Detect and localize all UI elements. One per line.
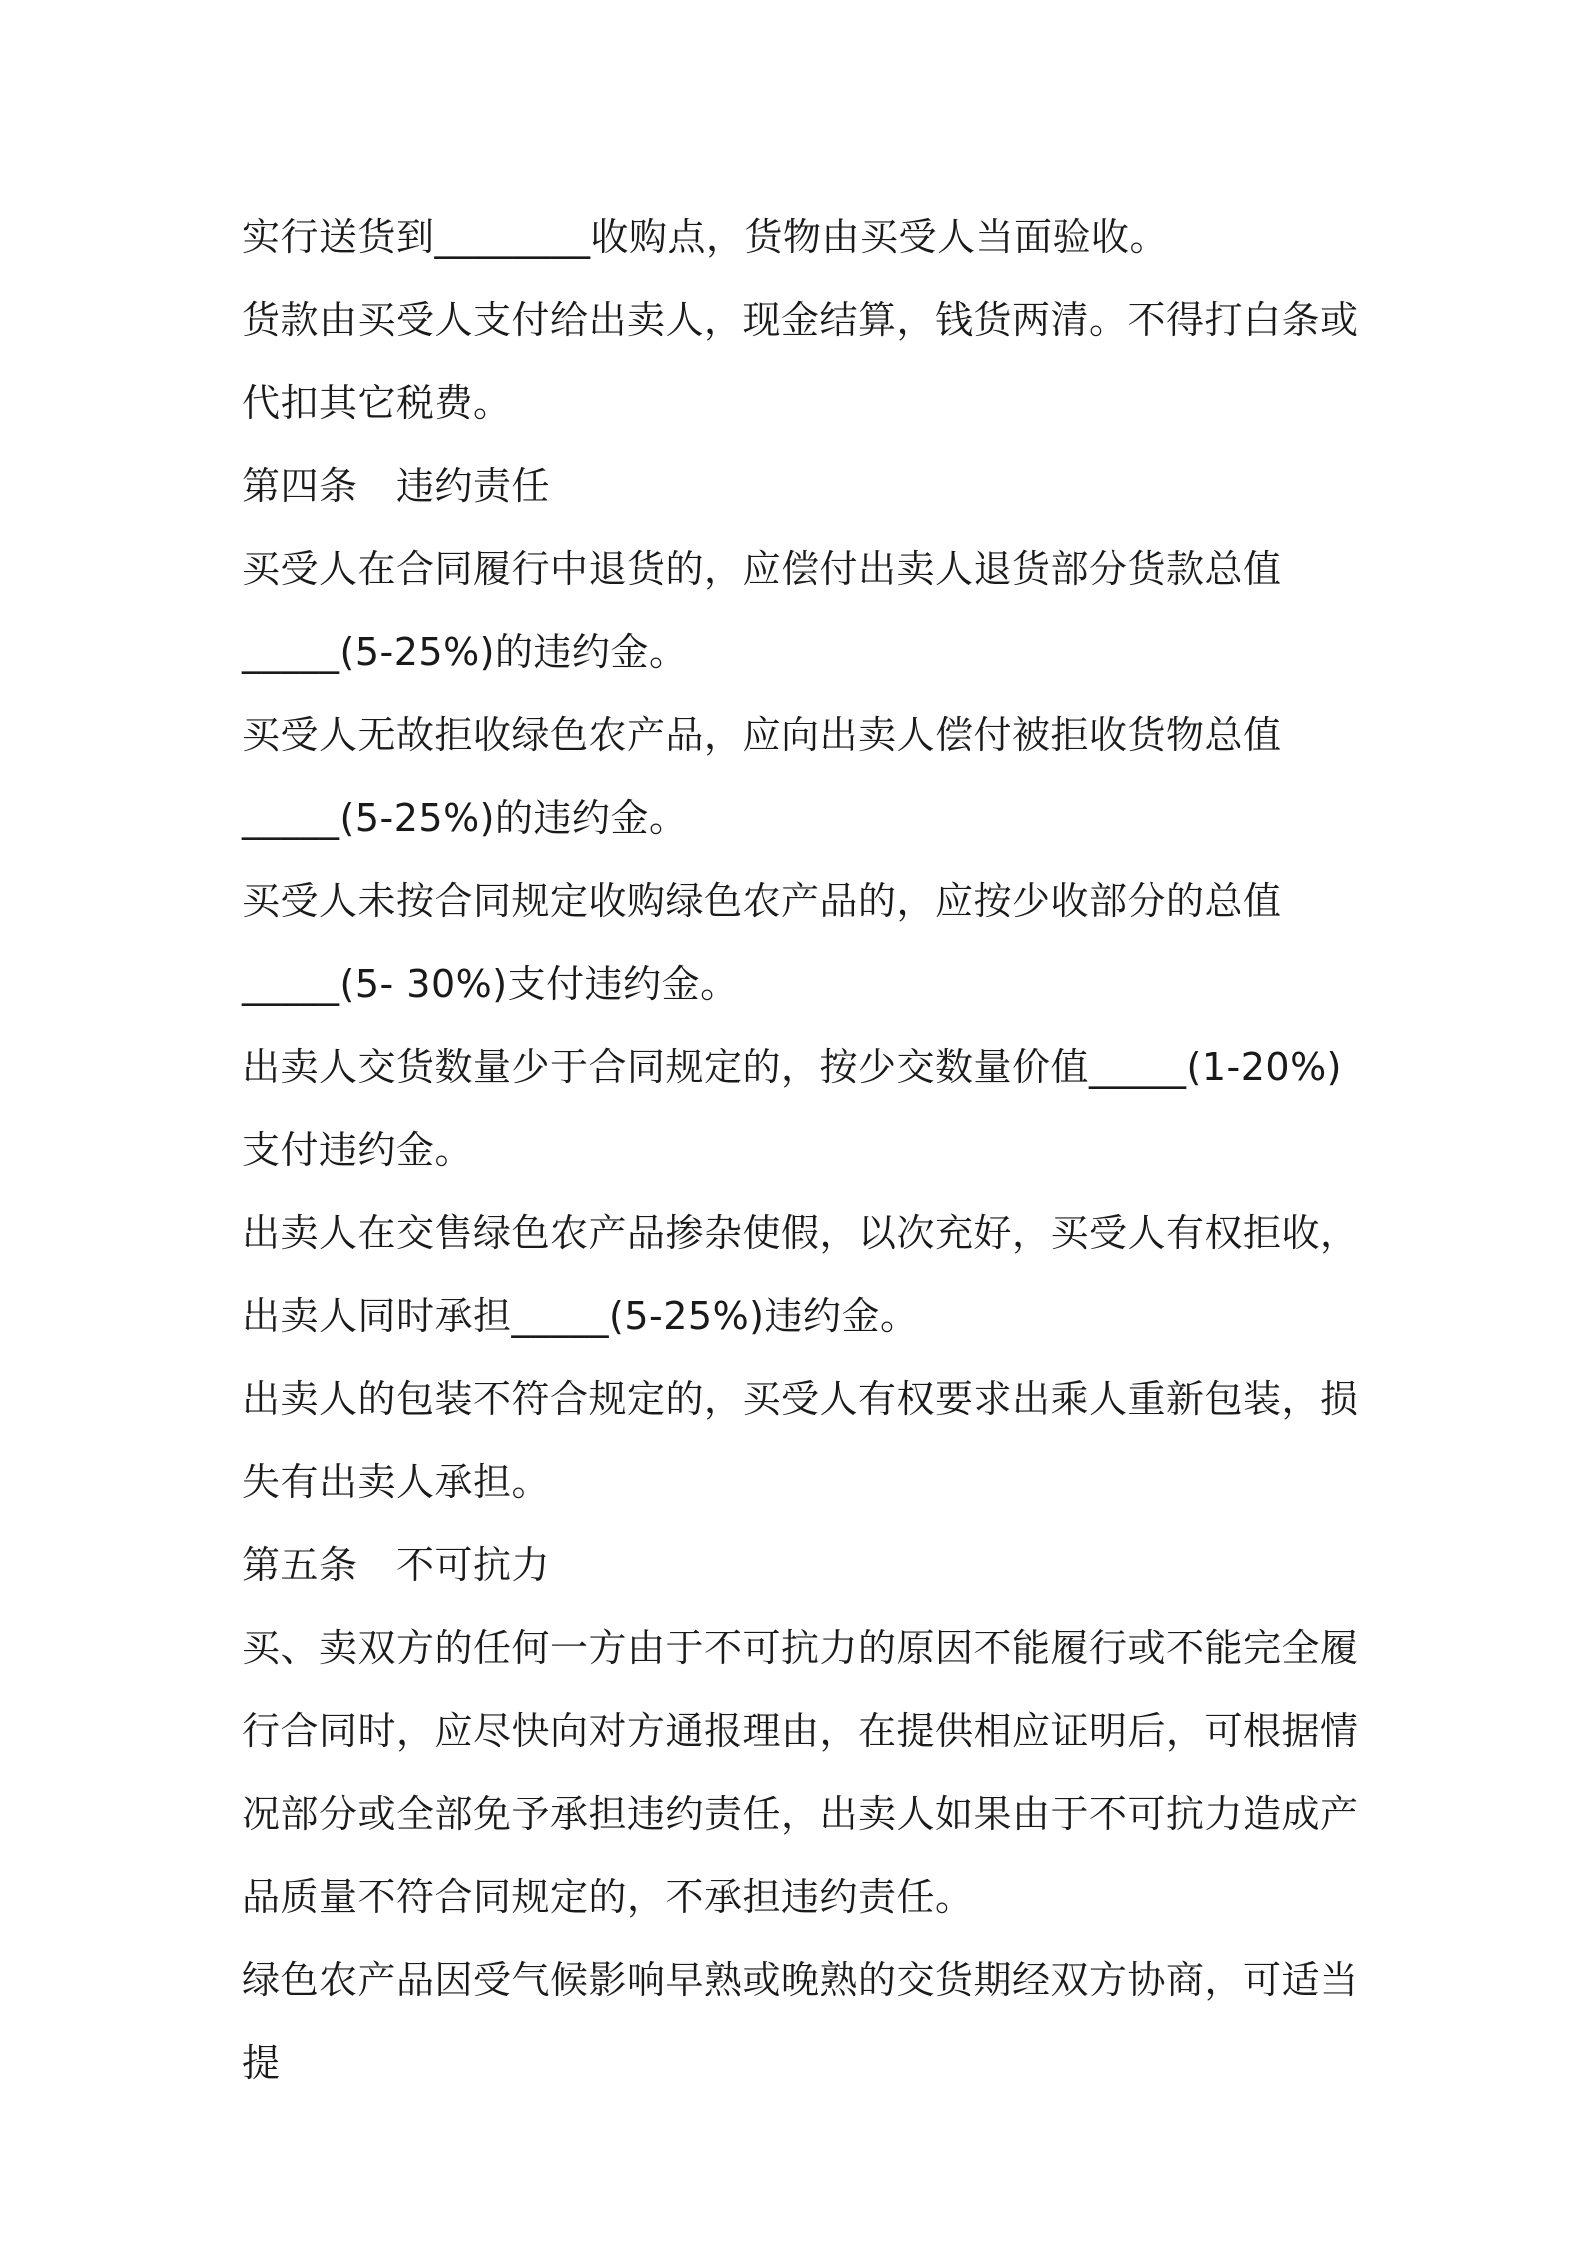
section-heading-article-4: 第四条 违约责任 (242, 464, 551, 508)
paragraph-payment: 货款由买受人支付给出卖人，现金结算，钱货两清。不得打白条或代扣其它税费。 (242, 298, 1359, 425)
paragraph-under-purchase-penalty: 买受人未按合同规定收购绿色农产品的，应按少收部分的总值 _____(5- 30%)支付违约金。 (242, 879, 1282, 1006)
paragraph-refusal-penalty: 买受人无故拒收绿色农产品，应向出卖人偿付被拒收货物总值 _____(5-25%)的违约金。 (242, 713, 1282, 840)
paragraph-packaging: 出卖人的包装不符合规定的，买受人有权要求出乘人重新包装，损失有出卖人承担。 (242, 1377, 1359, 1504)
section-heading-article-5: 第五条 不可抗力 (242, 1543, 551, 1587)
paragraph-delivery: 实行送货到________收购点，货物由买受人当面验收。 (242, 215, 1169, 259)
paragraph-short-delivery-penalty: 出卖人交货数量少于合同规定的，按少交数量价值_____(1-20%)支付违约金。 (242, 1045, 1343, 1172)
document-body (242, 196, 1360, 2105)
paragraph-force-majeure: 买、卖双方的任何一方由于不可抗力的原因不能履行或不能完全履行合同时，应尽快向对方通报理由，在提供相应证明后，可根据情况部分或全部免予承担违约责任，出卖人如果由于不可抗力造成产品质量不符合同规定的，不承担违约责任。 (242, 1626, 1359, 1919)
paragraph-adulteration-penalty: 出卖人在交售绿色农产品掺杂使假，以次充好，买受人有权拒收，出卖人同时承担_____(5-25%)违约金。 (242, 1211, 1359, 1338)
paragraph-delivery-timing: 绿色农产品因受气候影响早熟或晚熟的交货期经双方协商，可适当提 (242, 1958, 1359, 2085)
paragraph-return-penalty: 买受人在合同履行中退货的，应偿付出卖人退货部分货款总值 _____(5-25%)的违约金。 (242, 547, 1282, 674)
